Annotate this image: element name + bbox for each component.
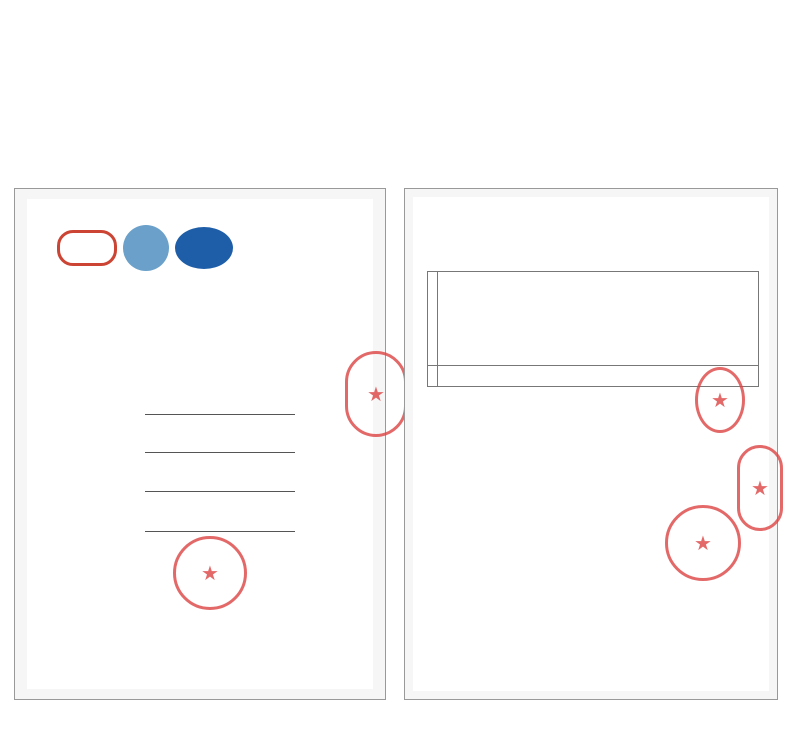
field-client bbox=[87, 408, 295, 417]
left-certificate-page bbox=[27, 199, 385, 689]
table-cell bbox=[428, 272, 438, 366]
report-seal-edge-icon: ★ bbox=[737, 445, 783, 531]
report-seal-2-icon: ★ bbox=[695, 367, 745, 433]
red-seal-edge-icon: ★ bbox=[345, 351, 407, 437]
conclusion-cell bbox=[438, 272, 759, 366]
right-report-page bbox=[413, 197, 769, 691]
cert-logos bbox=[57, 225, 239, 271]
ilac-logo-icon bbox=[123, 225, 169, 271]
conclusion-row bbox=[428, 272, 759, 366]
ma-logo-icon bbox=[57, 230, 117, 266]
red-seal-icon: ★ bbox=[173, 536, 247, 610]
field-category bbox=[87, 485, 295, 494]
field-value bbox=[145, 491, 295, 492]
cnas-logo-icon bbox=[175, 227, 233, 269]
right-report-card bbox=[404, 188, 778, 700]
field-date bbox=[87, 525, 295, 534]
left-certificate-card bbox=[14, 188, 386, 700]
field-value bbox=[145, 452, 295, 453]
report-red-seal-icon: ★ bbox=[665, 505, 741, 581]
table-cell bbox=[428, 366, 438, 387]
field-value bbox=[145, 414, 295, 415]
field-value bbox=[145, 531, 295, 532]
field-product bbox=[87, 446, 295, 455]
